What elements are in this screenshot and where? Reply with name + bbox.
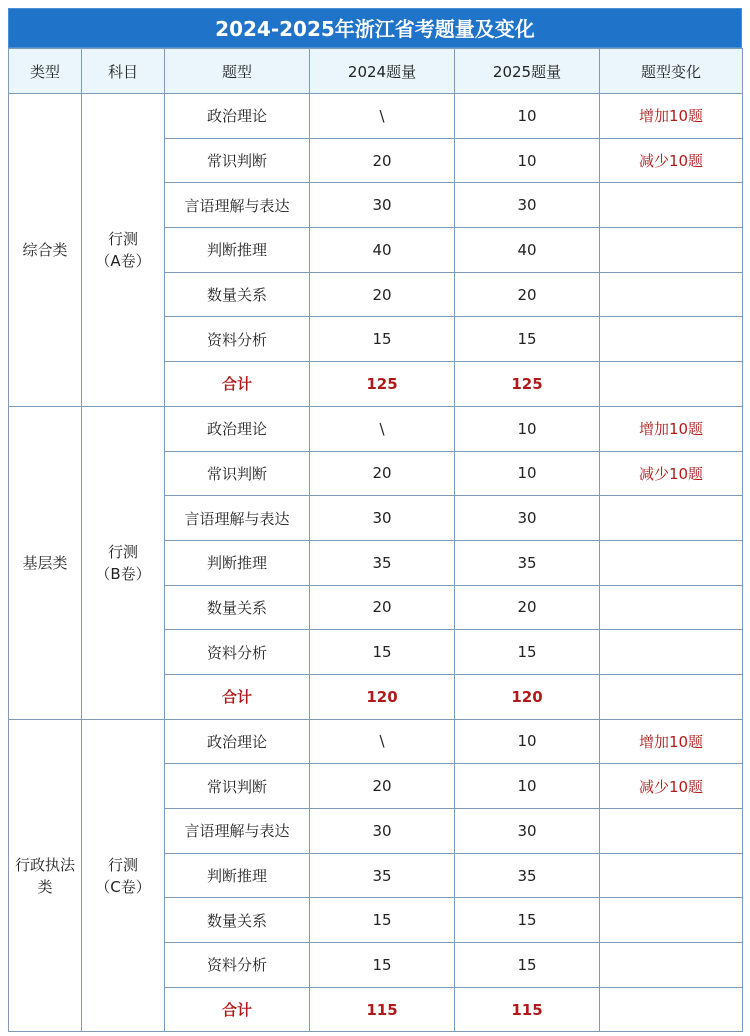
group-subject-cell bbox=[82, 406, 165, 719]
question-type-cell: 判断推理 bbox=[165, 853, 310, 898]
group-subject-cell bbox=[82, 94, 165, 407]
count-2025-cell: 35 bbox=[455, 540, 600, 585]
question-type-cell: 政治理论 bbox=[165, 719, 310, 764]
count-2024-cell: 20 bbox=[310, 764, 455, 809]
question-type-cell: 言语理解与表达 bbox=[165, 496, 310, 541]
question-type-cell: 常识判断 bbox=[165, 764, 310, 809]
question-type-cell: 判断推理 bbox=[165, 540, 310, 585]
question-type-cell: 数量关系 bbox=[165, 585, 310, 630]
count-2025-cell: 35 bbox=[455, 853, 600, 898]
change-cell: 增加10题 bbox=[600, 406, 743, 451]
count-2024-cell: 30 bbox=[310, 183, 455, 228]
type-line1: 行政执法 bbox=[14, 855, 75, 874]
change-cell bbox=[600, 585, 743, 630]
total-label-cell: 合计 bbox=[165, 362, 310, 407]
count-2024-cell: 20 bbox=[310, 585, 455, 630]
count-2025-cell: 15 bbox=[455, 898, 600, 943]
count-2025-cell: 40 bbox=[455, 228, 600, 273]
table-header-row bbox=[9, 49, 743, 94]
count-2024-cell: 30 bbox=[310, 496, 455, 541]
count-2024-cell: 15 bbox=[310, 898, 455, 943]
total-change-cell bbox=[600, 362, 743, 407]
count-2025-cell: 10 bbox=[455, 94, 600, 139]
change-cell: 减少10题 bbox=[600, 451, 743, 496]
change-cell: 增加10题 bbox=[600, 719, 743, 764]
total-2025-cell: 125 bbox=[455, 362, 600, 407]
change-cell bbox=[600, 272, 743, 317]
count-2024-cell: 15 bbox=[310, 630, 455, 675]
change-cell bbox=[600, 943, 743, 988]
group-subject-cell bbox=[82, 719, 165, 1032]
count-2025-cell: 15 bbox=[455, 943, 600, 988]
count-2024-cell: 20 bbox=[310, 138, 455, 183]
count-2024-cell: \ bbox=[310, 406, 455, 451]
question-count-table bbox=[8, 48, 743, 1032]
count-2025-cell: 20 bbox=[455, 585, 600, 630]
change-cell: 减少10题 bbox=[600, 764, 743, 809]
count-2024-cell: 15 bbox=[310, 317, 455, 362]
total-2024-cell: 115 bbox=[310, 987, 455, 1032]
count-2025-cell: 10 bbox=[455, 406, 600, 451]
count-2024-cell: \ bbox=[310, 94, 455, 139]
question-type-cell: 数量关系 bbox=[165, 898, 310, 943]
count-2025-cell: 30 bbox=[455, 496, 600, 541]
question-type-cell: 资料分析 bbox=[165, 317, 310, 362]
count-2024-cell: 35 bbox=[310, 853, 455, 898]
change-cell bbox=[600, 853, 743, 898]
exam-table-card bbox=[8, 8, 742, 1032]
table-row bbox=[9, 94, 743, 139]
total-2025-cell: 115 bbox=[455, 987, 600, 1032]
group-type-cell: 综合类 bbox=[9, 94, 82, 407]
subject-line1: 行测 bbox=[107, 229, 138, 248]
table-row bbox=[9, 406, 743, 451]
header-subject: 科目 bbox=[82, 49, 165, 94]
count-2025-cell: 10 bbox=[455, 451, 600, 496]
group-type-cell bbox=[9, 719, 82, 1032]
count-2025-cell: 15 bbox=[455, 317, 600, 362]
header-2024-count: 2024题量 bbox=[310, 49, 455, 94]
count-2024-cell: 15 bbox=[310, 943, 455, 988]
count-2024-cell: 35 bbox=[310, 540, 455, 585]
change-cell: 减少10题 bbox=[600, 138, 743, 183]
count-2024-cell: \ bbox=[310, 719, 455, 764]
type-line2: 类 bbox=[37, 877, 53, 896]
change-cell: 增加10题 bbox=[600, 94, 743, 139]
subject-line1: 行测 bbox=[107, 542, 138, 561]
count-2024-cell: 20 bbox=[310, 451, 455, 496]
total-label-cell: 合计 bbox=[165, 674, 310, 719]
total-change-cell bbox=[600, 674, 743, 719]
question-type-cell: 政治理论 bbox=[165, 406, 310, 451]
question-type-cell: 资料分析 bbox=[165, 943, 310, 988]
subject-line1: 行测 bbox=[107, 855, 138, 874]
question-type-cell: 常识判断 bbox=[165, 138, 310, 183]
question-type-cell: 常识判断 bbox=[165, 451, 310, 496]
count-2025-cell: 20 bbox=[455, 272, 600, 317]
count-2024-cell: 20 bbox=[310, 272, 455, 317]
count-2025-cell: 30 bbox=[455, 183, 600, 228]
change-cell bbox=[600, 317, 743, 362]
header-question-type: 题型 bbox=[165, 49, 310, 94]
total-2025-cell: 120 bbox=[455, 674, 600, 719]
count-2024-cell: 30 bbox=[310, 809, 455, 854]
total-label-cell: 合计 bbox=[165, 987, 310, 1032]
count-2025-cell: 10 bbox=[455, 719, 600, 764]
question-type-cell: 政治理论 bbox=[165, 94, 310, 139]
count-2025-cell: 10 bbox=[455, 764, 600, 809]
question-type-cell: 言语理解与表达 bbox=[165, 183, 310, 228]
change-cell bbox=[600, 898, 743, 943]
subject-line2: （A卷） bbox=[95, 251, 151, 270]
change-cell bbox=[600, 630, 743, 675]
table-row bbox=[9, 719, 743, 764]
question-type-cell: 判断推理 bbox=[165, 228, 310, 273]
question-type-cell: 言语理解与表达 bbox=[165, 809, 310, 854]
question-type-cell: 资料分析 bbox=[165, 630, 310, 675]
change-cell bbox=[600, 183, 743, 228]
subject-line2: （B卷） bbox=[95, 564, 151, 583]
count-2025-cell: 15 bbox=[455, 630, 600, 675]
header-change: 题型变化 bbox=[600, 49, 743, 94]
count-2025-cell: 10 bbox=[455, 138, 600, 183]
count-2025-cell: 30 bbox=[455, 809, 600, 854]
question-type-cell: 数量关系 bbox=[165, 272, 310, 317]
subject-line2: （C卷） bbox=[95, 877, 151, 896]
change-cell bbox=[600, 228, 743, 273]
change-cell bbox=[600, 809, 743, 854]
page-title: 2024-2025年浙江省考题量及变化 bbox=[8, 8, 742, 48]
total-2024-cell: 125 bbox=[310, 362, 455, 407]
total-2024-cell: 120 bbox=[310, 674, 455, 719]
header-2025-count: 2025题量 bbox=[455, 49, 600, 94]
count-2024-cell: 40 bbox=[310, 228, 455, 273]
change-cell bbox=[600, 496, 743, 541]
change-cell bbox=[600, 540, 743, 585]
total-change-cell bbox=[600, 987, 743, 1032]
group-type-cell: 基层类 bbox=[9, 406, 82, 719]
header-type: 类型 bbox=[9, 49, 82, 94]
